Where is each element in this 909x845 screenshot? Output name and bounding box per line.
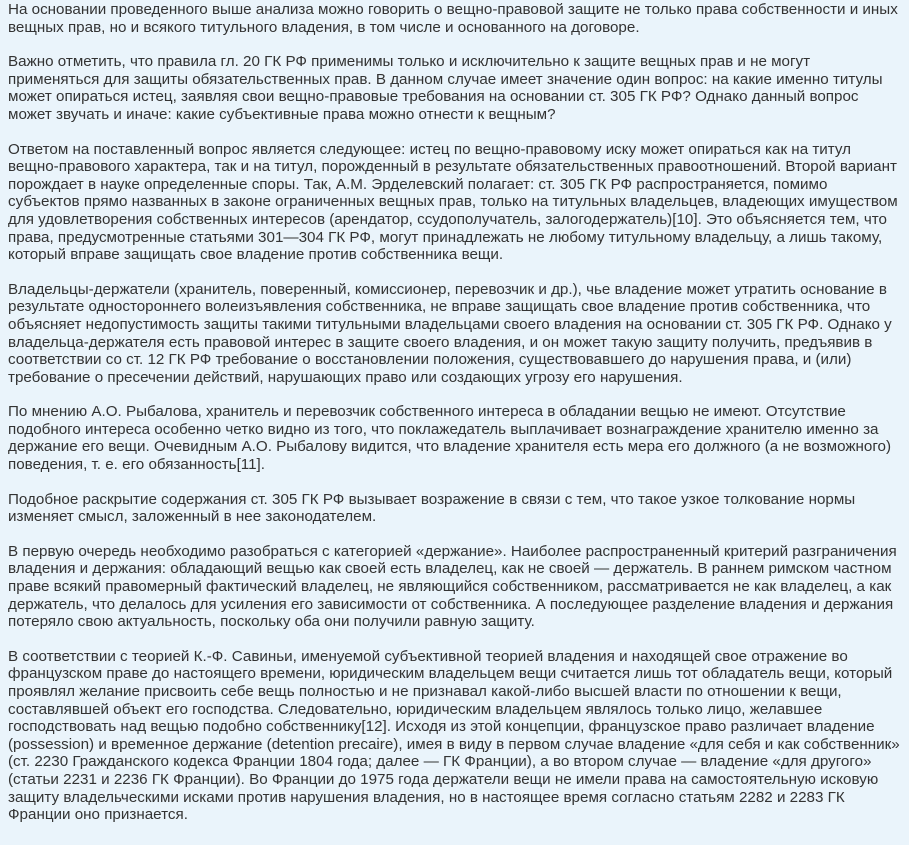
paragraph: На основании проведенного выше анализа можно говорить о вещно-правовой защите не только права собственности и иных вещных прав, но и всякого титульного владения, в том числе и основанного на договоре.: [8, 1, 898, 36]
paragraph: Важно отметить, что правила гл. 20 ГК РФ применимы только и исключительно к защите вещных прав и не могут применяться для защиты обязательственных прав. В данном случае имеет значение один вопрос: на какие именно титулы может опираться истец, заявляя свои вещно-правовые требования на основании ст. 305 ГК РФ? Однако данный вопрос может звучать и иначе: какие субъективные права можно отнести к вещным?: [8, 53, 883, 123]
paragraph: В соответствии с теорией К.-Ф. Савиньи, именуемой субъективной теорией владения и находящей свое отражение во французском праве до настоящего времени, юридическим владельцем вещи считается лишь тот обладатель вещи, который проявлял желание присвоить себе вещь полностью и не признавал какой-либо высшей власти по отношении к вещи, составлявшей объект его господства. Следовательно, юридическим владельцем являлось только лицо, желавшее господствовать над вещью подобно собственнику[12]. Исходя из этой концепции, французское право различает владение (possession) и временное держание (detention precaire), имея в виду в первом случае владение «для себя и как собственник» (ст. 2230 Гражданского кодекса Франции 1804 года; далее — ГК Франции), а во втором случае — владение «для другого» (статьи 2231 и 2236 ГК Франции). Во Франции до 1975 года держатели вещи не имели права на самостоятельную исковую защиту владельческими исками против нарушения владения, но в настоящее время согласно статьям 2282 и 2283 ГК Франции оно признается.: [8, 647, 900, 824]
paragraph: Владельцы-держатели (хранитель, поверенный, комиссионер, перевозчик и др.), чье владение может утратить основание в результате одностороннего волеизъявления собственника, не вправе защищать свое владение против собственника, что объясняет недопустимость защиты такими титульными владельцами своего владения на основании ст. 305 ГК РФ. Однако у владельца-держателя есть правовой интерес в защите своего владения, и он может такую защиту получить, предъявив в соответствии со ст. 12 ГК РФ требование о восстановлении положения, существовавшего до нарушения права, и (или) требование о пресечении действий, нарушающих право или создающих угрозу его нарушения.: [8, 280, 892, 386]
paragraph: Ответом на поставленный вопрос является следующее: истец по вещно-правовому иску может опираться как на титул вещно-правового характера, так и на титул, порожденный в результате обязательственных правоотношений. Второй вариант порождает в науке определенные споры. Так, А.М. Эрделевский полагает: ст. 305 ГК РФ распространяется, помимо субъектов прямо названных в законе ограниченных вещных прав, только на титульных владельцев, владеющих имуществом для удовлетворения собственных интересов (арендатор, ссудополучатель, залогодержатель)[10]. Это объясняется тем, что права, предусмотренные статьями 301—304 ГК РФ, могут принадлежать не любому титульному владельцу, а лишь такому, который вправе защищать свое владение против собственника вещи.: [8, 140, 898, 264]
paragraph: Подобное раскрытие содержания ст. 305 ГК РФ вызывает возражение в связи с тем, что такое узкое толкование нормы изменяет смысл, заложенный в нее законодателем.: [8, 490, 856, 526]
paragraph: По мнению А.О. Рыбалова, хранитель и перевозчик собственного интереса в обладании вещью не имеют. Отсутствие подобного интереса особенно четко видно из того, что поклажедатель выплачивает вознаграждение хранителю именно за держание его вещи. Очевидным А.О. Рыбалову видится, что владение хранителя есть мера его должного (а не возможного) поведения, т. е. его обязанность[11].: [8, 403, 892, 474]
paragraph: В первую очередь необходимо разобраться с категорией «держание». Наиболее распространенный критерий разграничения владения и держания: обладающий вещью как своей есть владелец, как не своей — держатель. В раннем римском частном праве всякий правомерный фактический владелец, не являющийся собственником, рассматривается не как владелец, а как держатель, что делалось для усиления его зависимости от собственника. А последующее разделение владения и держания потеряло свою актуальность, поскольку оба они получили равную защиту.: [8, 542, 897, 631]
